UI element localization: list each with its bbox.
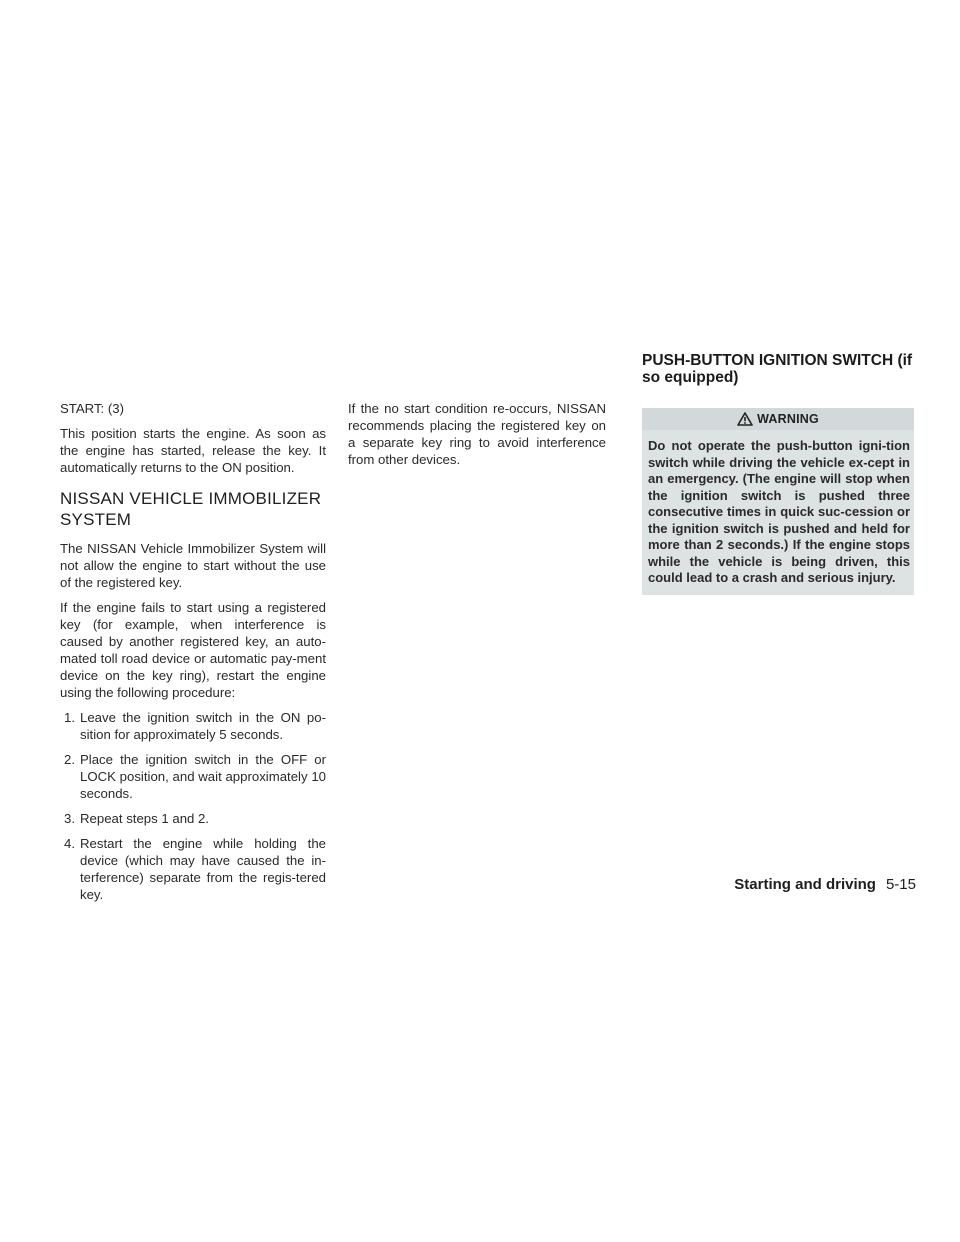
procedure-steps (60, 709, 326, 903)
right-column (642, 352, 914, 595)
step-text: Place the ignition switch in the OFF or LOCK position, and wait approximately 10 seconds. (80, 752, 326, 801)
warning-triangle-icon (737, 412, 753, 426)
step-number: 2. (64, 752, 75, 767)
footer-section-title: Starting and driving (734, 876, 876, 893)
immobilizer-heading: NISSAN VEHICLE IMMOBILIZER SYSTEM (60, 489, 322, 529)
immobilizer-paragraph-1: The NISSAN Vehicle Immobilizer System will not allow the engine to start without the use of the registered key. (60, 541, 326, 590)
no-start-paragraph: If the no start condition re-occurs, NISSAN recommends placing the registered key on a separate key ring to avoid interference from other devices. (348, 401, 606, 467)
immobilizer-paragraph-2: If the engine fails to start using a registered key (for example, when interference is caused by another registered key, an auto-mated toll road device or automatic pay-ment device on the key ring), restart the engine using the following procedure: (60, 600, 326, 700)
step-text: Repeat steps 1 and 2. (80, 811, 210, 826)
list-item (60, 810, 326, 827)
warning-text: Do not operate the push-button igni-tion switch while driving the vehicle ex-cept in an emergency. (The engine will stop when the ignition switch is pushed three consecutive times in quick suc-cession or the ignition switch is pushed and held for more than 2 seconds.) If the engine stops while the vehicle is being driven, this could lead to a crash and serious injury. (642, 430, 914, 595)
step-number: 1. (64, 710, 75, 725)
step-number: 3. (64, 811, 75, 826)
warning-header (642, 408, 914, 430)
left-column (60, 400, 326, 911)
list-item (60, 835, 326, 903)
step-number: 4. (64, 836, 75, 851)
warning-box (642, 408, 914, 595)
middle-column (348, 400, 606, 476)
push-button-heading: PUSH-BUTTON IGNITION SWITCH (if so equipped) (642, 352, 913, 386)
start-description: This position starts the engine. As soon as the engine has started, release the key. It automatically returns to the ON position. (60, 426, 326, 475)
page-footer (734, 876, 916, 893)
page-number: 5-15 (885, 876, 916, 893)
list-item (60, 751, 326, 802)
step-text: Leave the ignition switch in the ON po-sition for approximately 5 seconds. (80, 710, 326, 742)
warning-label: WARNING (757, 411, 819, 426)
step-text: Restart the engine while holding the device (which may have caused the in-terference) separate from the regis-tered key. (80, 836, 326, 902)
start-label: START: (3) (60, 401, 124, 416)
list-item (60, 709, 326, 743)
